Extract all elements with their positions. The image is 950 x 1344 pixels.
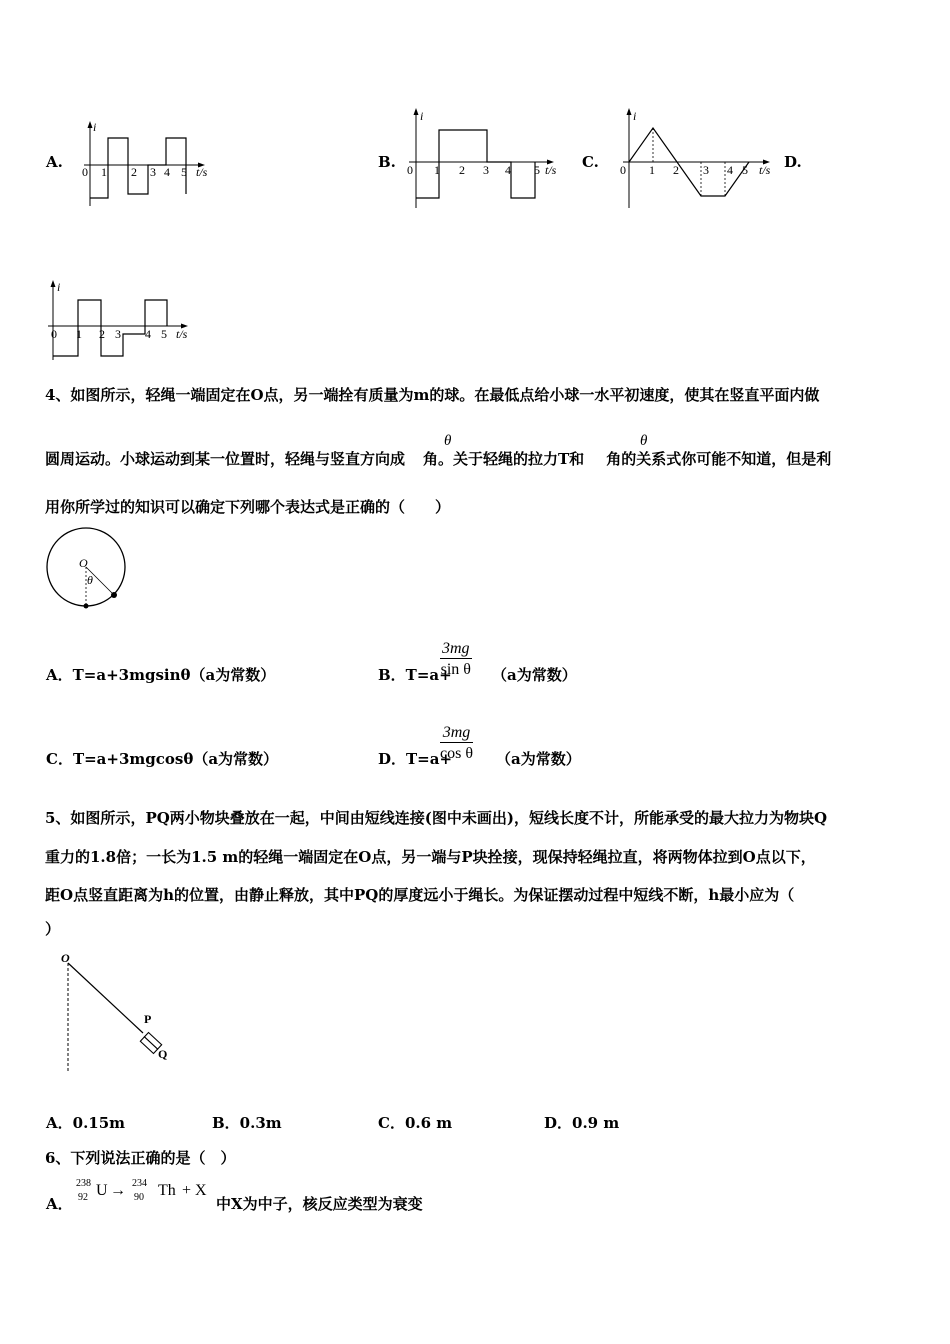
q6-option-a-label: A． (46, 1195, 73, 1213)
tick-label: 4 (164, 165, 170, 179)
q5-option-d: D．0.9 m (544, 1114, 620, 1132)
graph-d (45, 276, 200, 364)
tick-label: 4 (145, 327, 151, 341)
q4-option-d-prefix: D．T=a+ (378, 750, 453, 768)
ball (111, 592, 117, 598)
origin-label: 0 (82, 165, 88, 179)
tick-label: 2 (459, 163, 465, 177)
option-d-label: D. (784, 153, 802, 171)
tick-label: 5 (181, 165, 187, 179)
tick-label: 5 (534, 163, 540, 177)
tick-label: 1 (101, 165, 107, 179)
theta-symbol: θ (640, 433, 648, 449)
x-axis-label: t/s (759, 163, 771, 177)
q4-option-b-prefix: B．T=a+ (378, 666, 452, 684)
q4-option-d-fraction: $\frac{3mg}{\text{cos θ}}$ (440, 724, 473, 762)
q4-option-d-suffix: （a为常数） (496, 750, 581, 768)
q4-figure-circle (42, 528, 142, 610)
graph-a (78, 118, 218, 210)
tick-label: 3 (150, 165, 156, 179)
origin-label: 0 (620, 163, 626, 177)
q5-text-line4: ） (45, 920, 61, 938)
angle-label: θ (87, 573, 93, 587)
tick-label: 2 (673, 163, 679, 177)
tick-label: 5 (161, 327, 167, 341)
theta-symbol: θ (444, 433, 452, 449)
q5-text-line1: 5、如图所示，PQ两小物块叠放在一起，中间由短线连接(图中未画出)，短线长度不计，所能承受的最大拉力为物块Q (45, 809, 828, 827)
tick-label: 5 (742, 163, 748, 177)
y-axis-label: i (93, 120, 97, 134)
option-a-label: A. (46, 153, 63, 171)
graph-b (403, 104, 568, 212)
x-axis-label: t/s (545, 163, 557, 177)
y-axis-label: i (57, 280, 61, 294)
tick-label: 1 (434, 163, 440, 177)
q5-option-a: A．0.15m (46, 1114, 126, 1132)
tick-label: 1 (649, 163, 655, 177)
tick-label: 3 (483, 163, 489, 177)
block-p-label: P (144, 1012, 152, 1026)
q4-option-b-fraction: $\frac{3mg}{\text{sin θ}}$ (440, 640, 471, 678)
block-q-label: Q (158, 1047, 168, 1061)
dashed-guides (108, 138, 186, 198)
point-o-label: O (61, 951, 70, 965)
tick-label: 4 (727, 163, 733, 177)
origin-label: 0 (51, 327, 57, 341)
point-o-label: O (79, 556, 88, 570)
q4-option-a: A．T=a+3mgsinθ（a为常数） (46, 666, 276, 684)
y-axis-arrow (88, 121, 93, 128)
q5-figure-pendulum (55, 950, 185, 1075)
y-axis-label: i (420, 109, 424, 123)
q5-option-c: C．0.6 m (378, 1114, 453, 1132)
tick-label: 3 (703, 163, 709, 177)
tick-label: 2 (131, 165, 137, 179)
graph-c (617, 104, 782, 212)
q6-text-line1: 6、下列说法正确的是（ ） (45, 1149, 236, 1167)
y-axis-label: i (633, 109, 637, 123)
q5-text-line3: 距O点竖直距离为h的位置，由静止释放，其中PQ的厚度远小于绳长。为保证摆动过程中短线不断，h最小应为（ (45, 886, 795, 904)
lowest-point (84, 604, 89, 609)
tick-label: 2 (99, 327, 105, 341)
x-axis-label: t/s (176, 327, 188, 341)
q5-text-line2: 重力的1.8倍；一长为1.5 m的轻绳一端固定在O点，另一端与P块拴接，现保持轻绳拉直，将两物体拉到O点以下， (45, 848, 816, 866)
q4-option-c: C．T=a+3mgcosθ（a为常数） (46, 750, 279, 768)
rope (68, 963, 143, 1033)
option-b-label: B. (378, 153, 396, 171)
nuclear-equation: 238 92 U → 234 90 Th + X (76, 1178, 207, 1203)
option-c-label: C. (582, 153, 599, 171)
q5-option-b: B．0.3m (212, 1114, 282, 1132)
tick-label: 1 (76, 327, 82, 341)
x-axis-label: t/s (196, 165, 208, 179)
q4-option-b-suffix: （a为常数） (492, 666, 577, 684)
q4-text-line3: 用你所学过的知识可以确定下列哪个表达式是正确的（ ） (45, 498, 451, 516)
tick-label: 3 (115, 327, 121, 341)
q4-text-line2: 圆周运动。小球运动到某一位置时，轻绳与竖直方向成 角。关于轻绳的拉力T和 角的关系式你可能不知道，但是利 (45, 450, 832, 468)
q6-option-a-text: 中X为中子，核反应类型为衰变 (216, 1195, 423, 1213)
q4-text-line1: 4、如图所示，轻绳一端固定在O点，另一端拴有质量为m的球。在最低点给小球一水平初速度，使其在竖直平面内做 (45, 386, 820, 404)
origin-label: 0 (407, 163, 413, 177)
tick-label: 4 (505, 163, 511, 177)
